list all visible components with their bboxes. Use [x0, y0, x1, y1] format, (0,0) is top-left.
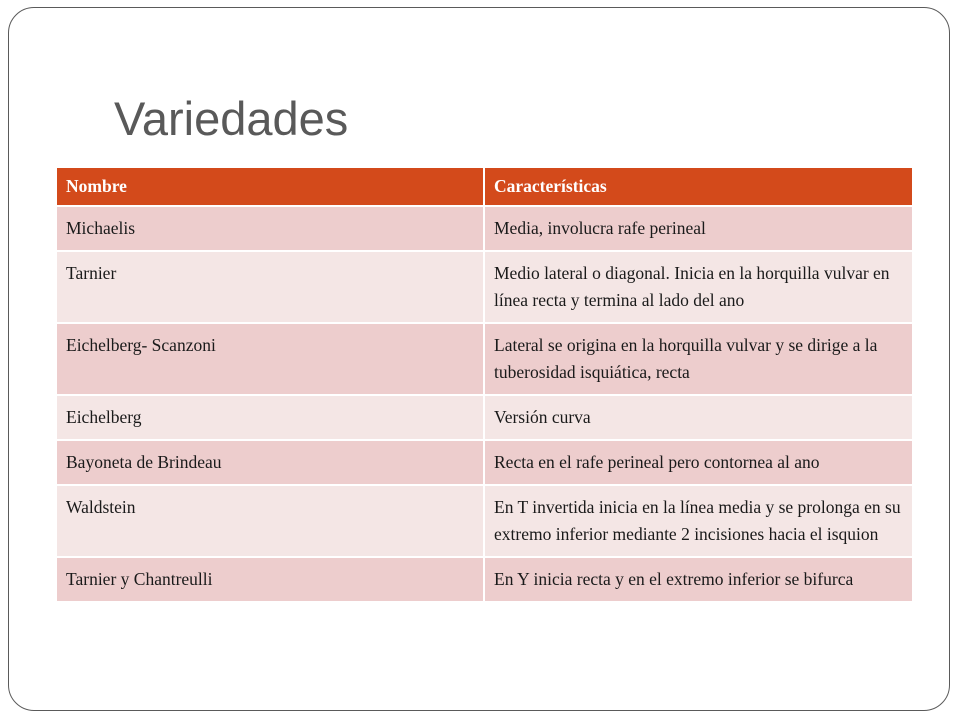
- cell-nombre: Eichelberg- Scanzoni: [57, 323, 484, 395]
- header-nombre: Nombre: [57, 168, 484, 206]
- cell-caracteristicas: Versión curva: [484, 395, 912, 440]
- table-row: [57, 557, 912, 602]
- cell-caracteristicas: En Y inicia recta y en el extremo inferior se bifurca: [484, 557, 912, 602]
- header-caracteristicas: Características: [484, 168, 912, 206]
- variedades-table: [57, 168, 912, 603]
- slide-title: Variedades: [114, 92, 349, 145]
- table-row: [57, 440, 912, 485]
- table-row: [57, 395, 912, 440]
- cell-caracteristicas: En T invertida inicia en la línea media y se prolonga en su extremo inferior mediante 2 incisiones hacia el isquion: [484, 485, 912, 557]
- table-row: [57, 251, 912, 323]
- table-row: [57, 485, 912, 557]
- cell-nombre: Eichelberg: [57, 395, 484, 440]
- cell-caracteristicas: Media, involucra rafe perineal: [484, 206, 912, 251]
- cell-nombre: Bayoneta de Brindeau: [57, 440, 484, 485]
- cell-nombre: Michaelis: [57, 206, 484, 251]
- cell-nombre: Tarnier y Chantreulli: [57, 557, 484, 602]
- cell-caracteristicas: Medio lateral o diagonal. Inicia en la horquilla vulvar en línea recta y termina al lado del ano: [484, 251, 912, 323]
- cell-caracteristicas: Recta en el rafe perineal pero contornea al ano: [484, 440, 912, 485]
- cell-nombre: Tarnier: [57, 251, 484, 323]
- cell-nombre: Waldstein: [57, 485, 484, 557]
- table-row: [57, 323, 912, 395]
- table-row: [57, 206, 912, 251]
- table-header-row: [57, 168, 912, 206]
- cell-caracteristicas: Lateral se origina en la horquilla vulvar y se dirige a la tuberosidad isquiática, recta: [484, 323, 912, 395]
